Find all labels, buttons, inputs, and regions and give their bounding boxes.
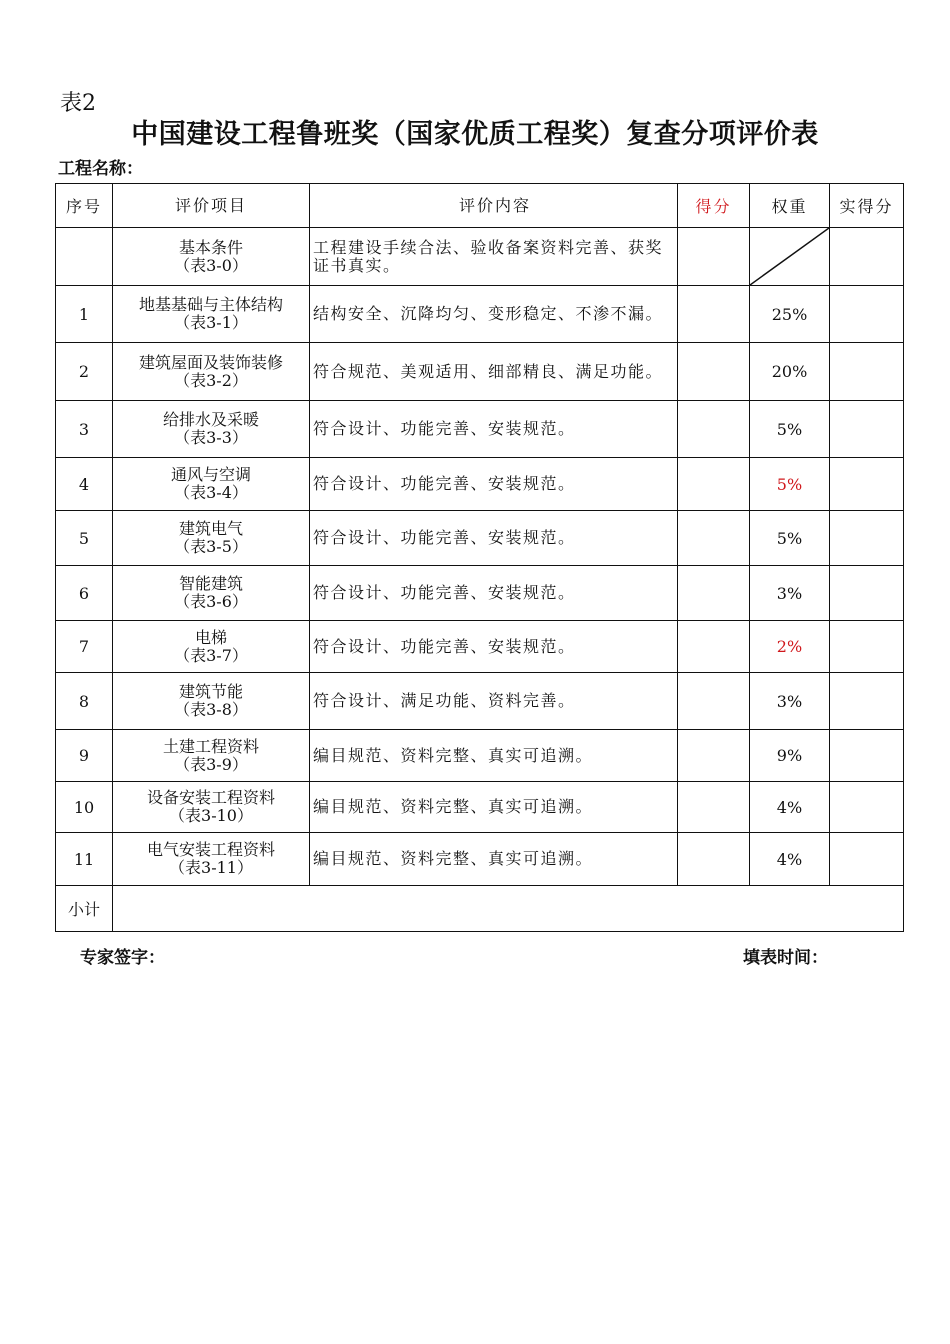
subtotal-value-cell[interactable] — [113, 886, 904, 932]
weight-value: 3% — [776, 691, 803, 711]
row-content: 符合设计、功能完善、安装规范。 — [310, 458, 678, 511]
row-weight — [750, 511, 830, 566]
row-actual-score-cell[interactable] — [830, 228, 904, 286]
item-ref: （表3-11） — [169, 858, 253, 877]
row-weight — [750, 782, 830, 833]
item-name: 通风与空调 — [170, 465, 251, 484]
table-row — [56, 343, 904, 401]
item-name: 智能建筑 — [178, 574, 243, 593]
table-number-label: 表2 — [60, 91, 96, 116]
table-row — [56, 511, 904, 566]
expert-signature-label: 专家签字： — [80, 948, 165, 968]
fill-date-label: 填表时间： — [743, 948, 828, 968]
row-score-cell[interactable] — [678, 511, 750, 566]
row-no: 2 — [56, 343, 113, 401]
weight-value: 5% — [776, 474, 803, 494]
row-score-cell[interactable] — [678, 228, 750, 286]
row-no: 5 — [56, 511, 113, 566]
item-name: 基本条件 — [178, 237, 243, 257]
row-score-cell[interactable] — [678, 782, 750, 833]
row-item — [113, 511, 310, 566]
table-row — [56, 228, 904, 286]
row-score-cell[interactable] — [678, 343, 750, 401]
row-score-cell[interactable] — [678, 566, 750, 621]
row-weight — [750, 343, 830, 401]
row-item — [113, 458, 310, 511]
row-content: 工程建设手续合法、验收备案资料完善、获奖证书真实。 — [310, 228, 678, 286]
row-score-cell[interactable] — [678, 730, 750, 782]
item-name: 土建工程资料 — [162, 736, 259, 756]
row-content: 编目规范、资料完整、真实可追溯。 — [310, 833, 678, 886]
weight-value: 3% — [776, 583, 803, 603]
row-score-cell[interactable] — [678, 458, 750, 511]
table-header-row — [56, 184, 904, 228]
row-content: 符合设计、功能完善、安装规范。 — [310, 566, 678, 621]
row-content: 编目规范、资料完整、真实可追溯。 — [310, 730, 678, 782]
row-content: 符合设计、功能完善、安装规范。 — [310, 401, 678, 458]
row-no: 11 — [56, 833, 113, 886]
project-name-label: 工程名称： — [58, 159, 143, 179]
row-actual-score-cell[interactable] — [830, 833, 904, 886]
weight-value: 2% — [776, 637, 803, 656]
row-weight — [750, 458, 830, 511]
header-content: 评价内容 — [310, 184, 678, 228]
row-actual-score-cell[interactable] — [830, 286, 904, 343]
item-name: 设备安装工程资料 — [146, 788, 275, 807]
row-no: 4 — [56, 458, 113, 511]
row-no: 10 — [56, 782, 113, 833]
row-item — [113, 401, 310, 458]
item-ref: （表3-10） — [169, 806, 253, 825]
row-item — [113, 621, 310, 673]
item-ref: （表3-2） — [174, 370, 248, 390]
header-weight: 权重 — [750, 184, 830, 228]
subtotal-label: 小计 — [56, 886, 113, 932]
table-row — [56, 730, 904, 782]
subtotal-row — [56, 886, 904, 932]
row-no: 3 — [56, 401, 113, 458]
row-actual-score-cell[interactable] — [830, 343, 904, 401]
item-name: 电梯 — [194, 627, 227, 647]
item-name: 给排水及采暖 — [162, 410, 259, 429]
item-ref: （表3-9） — [174, 754, 248, 774]
item-name: 建筑屋面及装饰装修 — [138, 352, 283, 372]
row-actual-score-cell[interactable] — [830, 673, 904, 730]
header-score: 得分 — [678, 184, 750, 228]
row-item — [113, 673, 310, 730]
item-ref: （表3-3） — [174, 428, 248, 447]
row-item — [113, 782, 310, 833]
row-content: 符合设计、功能完善、安装规范。 — [310, 621, 678, 673]
row-content: 符合设计、功能完善、安装规范。 — [310, 511, 678, 566]
header-no: 序号 — [56, 184, 113, 228]
row-actual-score-cell[interactable] — [830, 511, 904, 566]
table-row — [56, 458, 904, 511]
weight-value: 9% — [776, 746, 803, 765]
row-content: 符合规范、美观适用、细部精良、满足功能。 — [310, 343, 678, 401]
weight-value: 4% — [776, 849, 803, 869]
row-item — [113, 343, 310, 401]
page-title: 中国建设工程鲁班奖（国家优质工程奖）复查分项评价表 — [131, 119, 819, 150]
row-weight — [750, 566, 830, 621]
row-actual-score-cell[interactable] — [830, 621, 904, 673]
item-name: 建筑节能 — [178, 682, 243, 701]
row-weight — [750, 833, 830, 886]
item-ref: （表3-5） — [174, 537, 248, 556]
item-name: 电气安装工程资料 — [146, 840, 275, 859]
row-weight — [750, 673, 830, 730]
header-actual: 实得分 — [830, 184, 904, 228]
row-weight — [750, 730, 830, 782]
item-ref: （表3-1） — [174, 313, 248, 332]
table-row — [56, 673, 904, 730]
row-no: 6 — [56, 566, 113, 621]
row-score-cell[interactable] — [678, 401, 750, 458]
row-item — [113, 286, 310, 343]
row-actual-score-cell[interactable] — [830, 566, 904, 621]
row-content: 编目规范、资料完整、真实可追溯。 — [310, 782, 678, 833]
row-score-cell[interactable] — [678, 286, 750, 343]
item-ref: （表3-6） — [174, 592, 248, 611]
row-item — [113, 833, 310, 886]
row-no: 9 — [56, 730, 113, 782]
row-item — [113, 228, 310, 286]
header-item: 评价项目 — [113, 184, 310, 228]
row-content: 符合设计、满足功能、资料完善。 — [310, 673, 678, 730]
row-actual-score-cell[interactable] — [830, 730, 904, 782]
row-no — [56, 228, 113, 286]
table-row — [56, 833, 904, 886]
weight-value: 25% — [771, 304, 808, 324]
weight-value: 5% — [776, 528, 803, 548]
evaluation-table — [55, 183, 904, 932]
row-no: 1 — [56, 286, 113, 343]
item-ref: （表3-4） — [174, 483, 248, 502]
table-row — [56, 782, 904, 833]
weight-value: 5% — [776, 419, 803, 439]
weight-value: 20% — [771, 362, 808, 381]
row-actual-score-cell[interactable] — [830, 458, 904, 511]
row-actual-score-cell[interactable] — [830, 401, 904, 458]
row-no: 7 — [56, 621, 113, 673]
row-item — [113, 730, 310, 782]
row-no: 8 — [56, 673, 113, 730]
table-row — [56, 566, 904, 621]
table-row — [56, 401, 904, 458]
diagonal-slash-icon — [750, 228, 829, 285]
item-name: 地基基础与主体结构 — [138, 295, 283, 314]
table-row — [56, 621, 904, 673]
row-weight — [750, 228, 830, 286]
row-score-cell[interactable] — [678, 621, 750, 673]
row-weight — [750, 621, 830, 673]
table-row — [56, 286, 904, 343]
row-weight — [750, 401, 830, 458]
item-ref: （表3-8） — [174, 700, 248, 719]
row-content: 结构安全、沉降均匀、变形稳定、不渗不漏。 — [310, 286, 678, 343]
item-ref: （表3-0） — [174, 255, 248, 275]
row-score-cell[interactable] — [678, 833, 750, 886]
weight-value: 4% — [776, 797, 803, 817]
row-score-cell[interactable] — [678, 673, 750, 730]
row-weight — [750, 286, 830, 343]
row-item — [113, 566, 310, 621]
item-name: 建筑电气 — [178, 519, 243, 538]
row-actual-score-cell[interactable] — [830, 782, 904, 833]
item-ref: （表3-7） — [174, 645, 248, 665]
